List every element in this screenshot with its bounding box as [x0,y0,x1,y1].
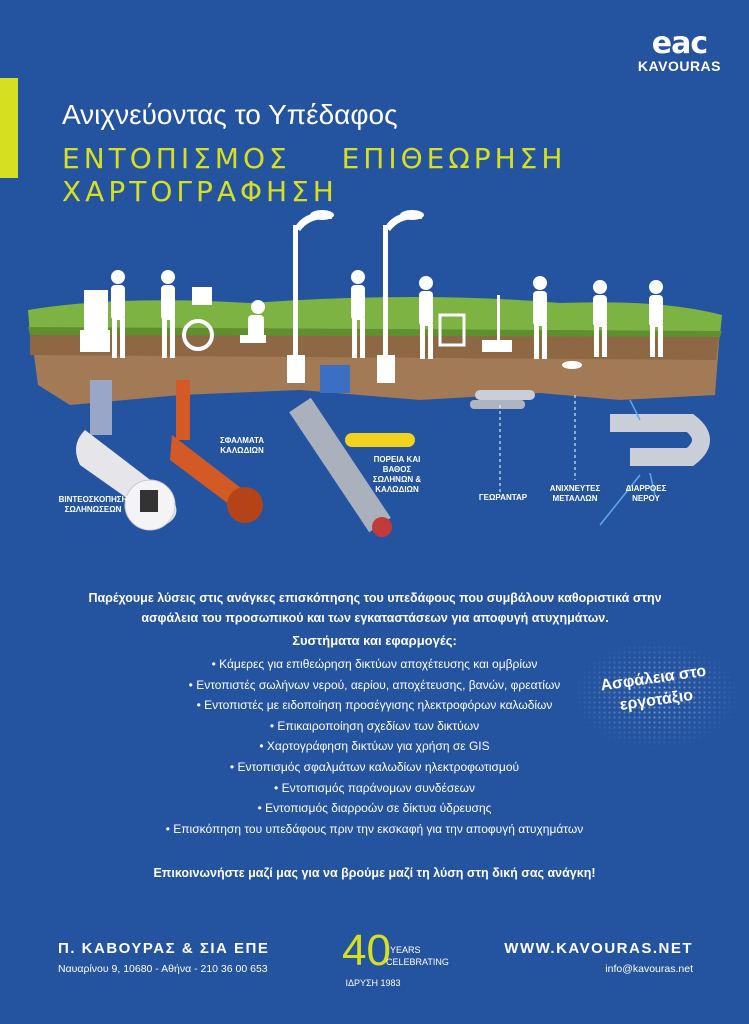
accent-bar [0,78,18,178]
logo-mark: eac [651,26,708,61]
list-item: • Κάμερες για επιθεώρηση δικτύων αποχέτευσης και ομβρίων [211,657,538,671]
company-address: Ναυαρίνου 9, 10680 - Αθήνα - 210 36 00 653 [58,963,268,975]
service-locating: ΕΝΤΟΠΙΣΜΟΣ [62,142,291,175]
yellow-cable-icon [345,433,415,447]
website-link[interactable]: WWW.KAVOURAS.NET [504,940,693,957]
company-logo [637,26,721,74]
company-name: Π. ΚΑΒΟΥΡΑΣ & ΣΙΑ ΕΠΕ [58,940,270,957]
list-item: • Εντοπιστές με ειδοποίηση προσέγγισης ηλεκτροφόρων καλωδίων [196,698,553,713]
service-mapping: ΧΑΡΤΟΓΡΑΦΗΣΗ [62,175,338,208]
label-pipe-video: ΒΙΝΤΕΟΣΚΟΠΗΣΗ ΣΩΛΗΝΩΣΕΩΝ [58,495,128,514]
badge-line2: εργοτάξιο [618,686,695,714]
label-metal-detectors: ΑΝΙΧΝΕΥΤΕΣ ΜΕΤΑΛΛΩΝ [549,484,601,503]
list-item: • Εντοπισμός παράνομων συνδέσεων [274,780,475,795]
list-item: • Εντοπιστές σωλήνων νερού, αερίου, αποχέτευσης, βανών, φρεατίων [188,677,561,692]
intro-text: Παρέχουμε λύσεις στις ανάγκες επισκόπησης του υπεδάφους που συμβάλουν καθοριστικά στην ασφάλεια του προσωπικού και των εγκαταστάσεων για αποφυγή ατυχημάτων. [88,591,662,625]
badge-line1: Ασφάλεια στο [599,662,708,695]
water-leak-icon [600,400,701,525]
headline: Ανιχνεύοντας το Υπέδαφος [62,99,398,130]
list-item: • Επισκόπηση του υπεδάφους πριν την εκσκαφή για την αποφυγή ατυχημάτων [165,821,584,836]
anniversary-years: YEARS [390,945,421,955]
systems-title: Συστήματα και εφαρμογές: [292,633,457,648]
label-water-leaks: ΔΙΑΡΡΟΕΣ ΝΕΡΟΥ [625,484,667,503]
list-item: • Επικαιροποίηση σχεδίων των δικτύων [269,718,480,733]
founded-year: ΙΔΡΥΣΗ 1983 [345,978,401,988]
list-item: • Εντοπισμός διαρροών σε δίκτυα ύδρευσης [257,801,492,816]
list-item: • Εντοπισμός σφαλμάτων καλωδίων ηλεκτροφωτισμού [229,759,520,774]
label-georadar: ΓΕΩΡΑΝΤΑΡ [478,493,528,502]
logo-subtitle: KAVOURAS [637,58,721,74]
anniversary-celebrating: CELEBRATING [386,957,449,967]
service-inspection: ΕΠΙΘΕΩΡΗΣΗ [341,142,567,175]
email-link[interactable]: info@kavouras.net [605,963,693,975]
label-cable-faults: ΣΦΑΛΜΑΤΑ ΚΑΛΩΔΙΩΝ [219,436,265,455]
label-route-depth: ΠΟΡΕΙΑ ΚΑΙ ΒΑΘΟΣ ΣΩΛΗΝΩΝ & ΚΑΛΩΔΙΩΝ [372,455,422,494]
anniversary-number: 40 [342,926,391,975]
call-to-action: Επικοινωνήστε μαζί μας για να βρούμε μαζί τη λύση στη δική σας ανάγκη! [153,866,596,880]
list-item: • Χαρτογράφηση δικτύων για χρήση σε GIS [259,739,490,754]
